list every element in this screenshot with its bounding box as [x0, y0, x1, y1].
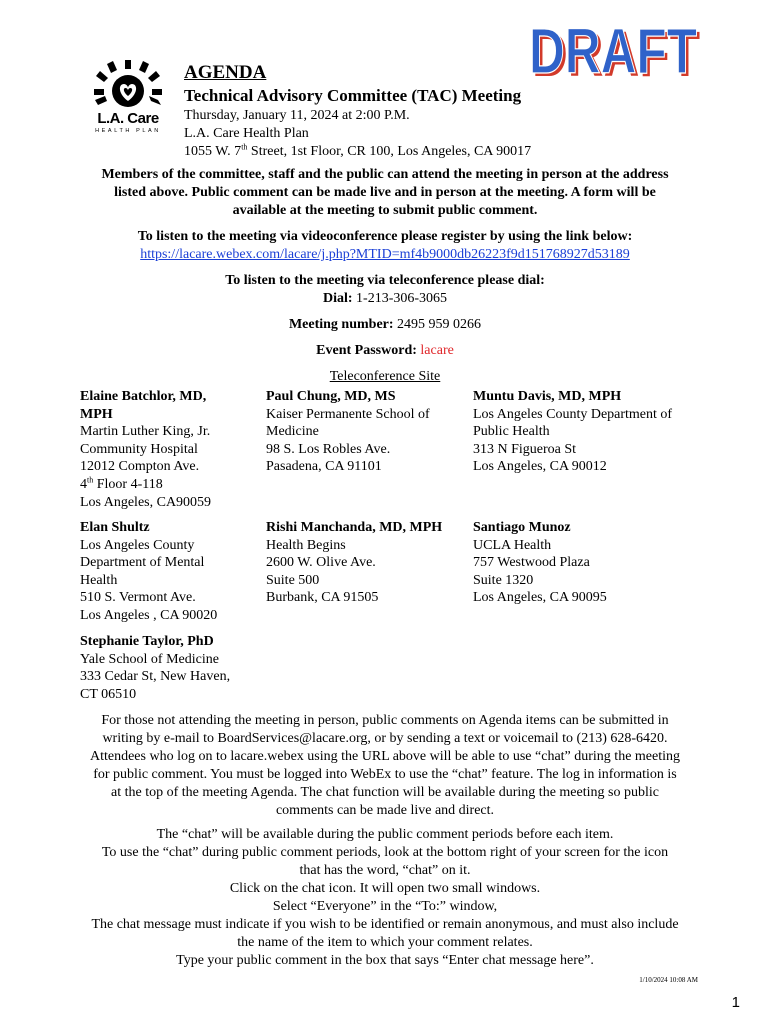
participant: Muntu Davis, MD, MPH Los Angeles County Department of Public Health 313 N Figueroa St Los Angeles, CA 90012	[473, 389, 673, 475]
participant: Rishi Manchanda, MD, MPH Health Begins 2600 W. Olive Ave. Suite 500 Burbank, CA 91505	[266, 520, 443, 606]
logo-subtitle: HEALTH PLAN	[95, 128, 161, 134]
teleconference-section	[60, 272, 710, 308]
teleconference-instruction: To listen to the meeting via teleconference please dial:	[225, 273, 545, 288]
event-password: Event Password: lacare	[316, 343, 454, 358]
svg-text:DRAFT: DRAFT	[532, 20, 700, 82]
draft-stamp-text: DRAFT	[529, 20, 697, 82]
meeting-number: Meeting number: 2495 959 0266	[288, 317, 482, 332]
participant: Elaine Batchlor, MD, MPH Martin Luther King, Jr. Community Hospital 12012 Compton Ave. 4th Floor 4-118 Los Angeles, CA90059	[80, 389, 212, 510]
dial-number: Dial: 1-213-306-3065	[322, 291, 448, 306]
sun-heart-icon	[94, 60, 162, 110]
participant: Paul Chung, MD, MS Kaiser Permanente School of Medicine 98 S. Los Robles Ave. Pasadena, CA 91101	[266, 389, 430, 475]
webex-registration-link[interactable]: https://lacare.webex.com/lacare/j.php?MTID=mf4b9000db26223f9d151768927d53189	[140, 247, 630, 262]
agenda-title: AGENDA	[184, 62, 267, 83]
videoconference-section	[60, 228, 710, 264]
meeting-organization: L.A. Care Health Plan	[184, 126, 309, 141]
participant: Santiago Munoz UCLA Health 757 Westwood Plaza Suite 1320 Los Angeles, CA 90095	[473, 520, 607, 606]
videoconference-instruction: To listen to the meeting via videoconference please register by using the link below:	[137, 229, 633, 244]
la-care-logo	[94, 60, 162, 146]
attendance-notice: Members of the committee, staff and the public can attend the meeting in person at the address listed above. Public comment can be made live and in person at the meeting. A form will be available at the meeting to submit public comment.	[101, 167, 669, 218]
public-comment-instructions: For those not attending the meeting in person, public comments on Agenda items can be submitted in writing by e-mail to BoardServices@lacare.org, or by sending a text or voicemail to (213) 628-6420. Attendees who log on to lacare.webex using the URL above will be able to use “chat” during the meeting for public comment. You must be logged into WebEx to use the “chat” feature. The log in information is at the top of the meeting Agenda. The chat function will be available during the meeting so public comments can be made live and direct.	[89, 713, 681, 818]
print-timestamp: 1/10/2024 10:08 AM	[639, 976, 698, 984]
meeting-address: 1055 W. 7th Street, 1st Floor, CR 100, Los Angeles, CA 90017	[184, 142, 532, 159]
logo-wordmark: L.A. Care	[97, 110, 159, 127]
chat-instructions: The “chat” will be available during the public comment periods before each item. To use the “chat” during public comment periods, look at the bottom right of your screen for the icon that has the word, “chat” on it. Click on the chat icon. It will open two small windows. Select “Everyone” in the “To:” window, The chat message must indicate if you wish to be identified or remain anonymous, and must also include the name of the item to which your comment relates. Type your public comment in the box that says “Enter chat message here”.	[91, 827, 679, 968]
participant: Elan Shultz Los Angeles County Department of Mental Health 510 S. Vermont Ave. Los Angeles , CA 90020	[80, 520, 218, 623]
agenda-header	[184, 62, 564, 161]
teleconference-site-heading: Teleconference Site	[329, 369, 441, 384]
meeting-date: Thursday, January 11, 2024 at 2:00 P.M.	[184, 108, 410, 123]
page-number: 1	[731, 994, 740, 1011]
meeting-title: Technical Advisory Committee (TAC) Meeting	[184, 86, 522, 105]
participant: Stephanie Taylor, PhD Yale School of Medicine 333 Cedar St, New Haven, CT 06510	[80, 634, 231, 702]
